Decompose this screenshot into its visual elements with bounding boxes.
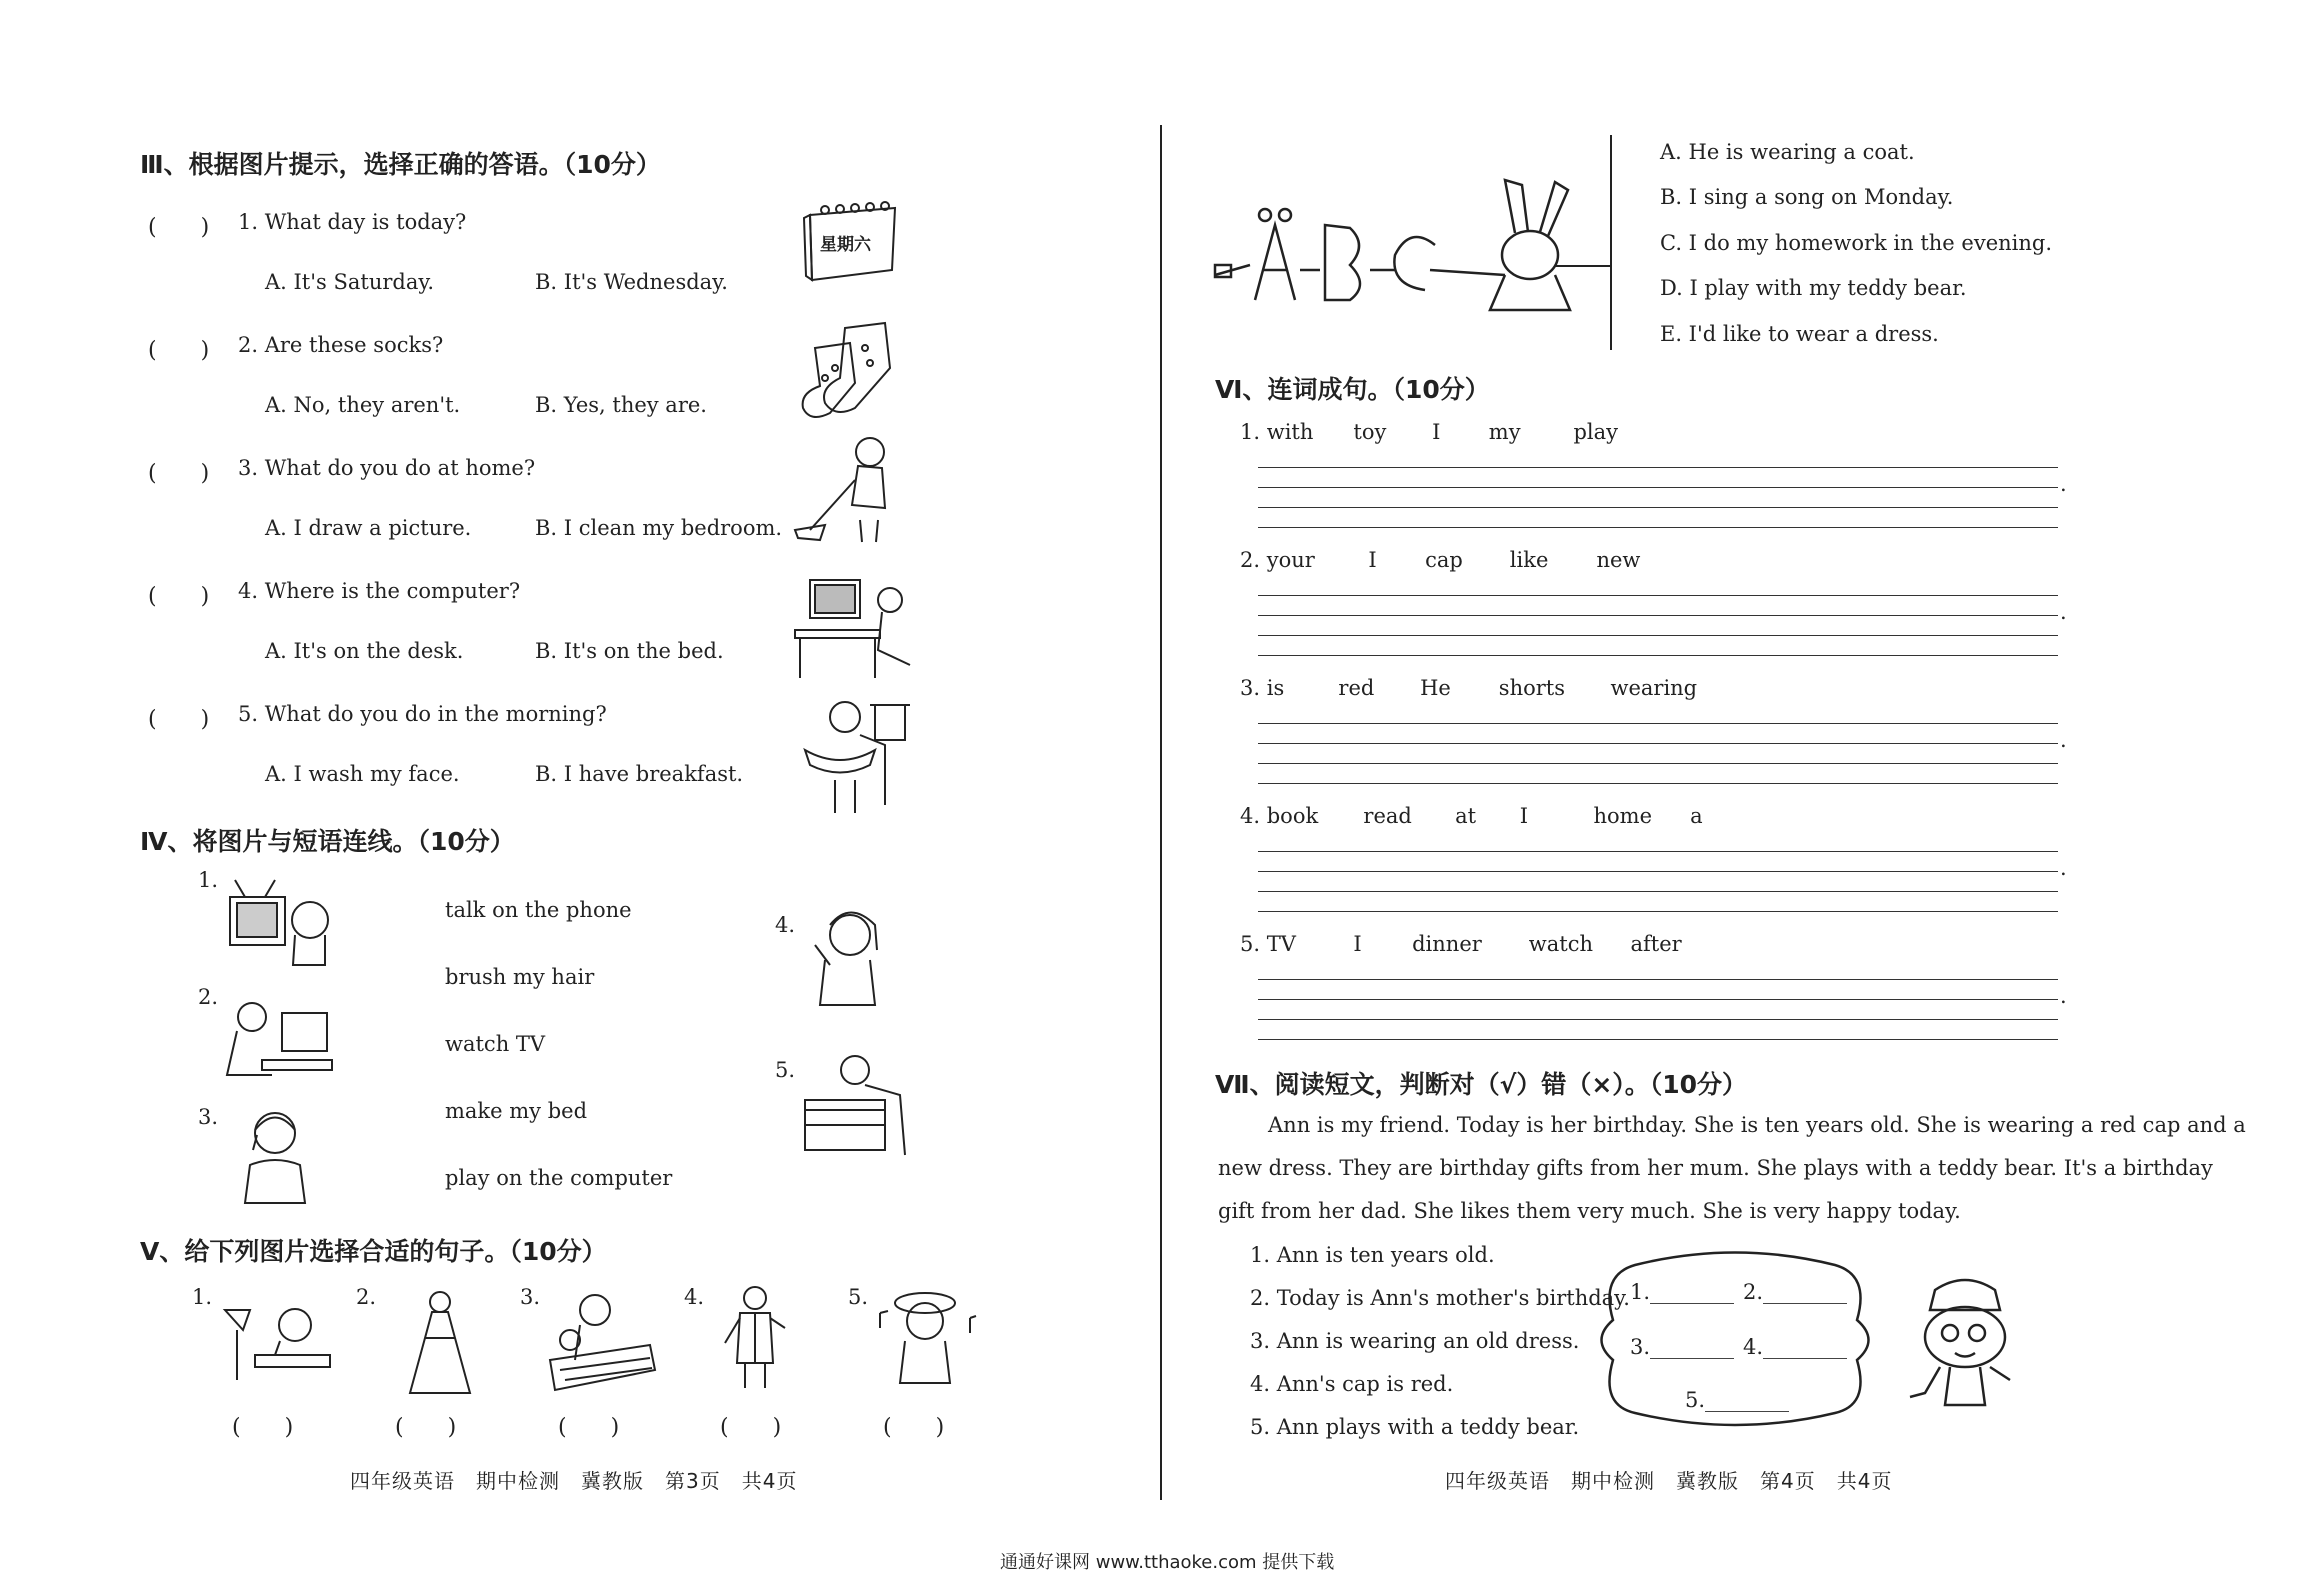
answer-paren[interactable]: ( ) [720, 1415, 782, 1440]
word: red [1338, 676, 1375, 700]
question-5: 5. What do you do in the morning? [238, 702, 607, 726]
word: book [1266, 804, 1319, 828]
passage-line: Ann is my friend. Today is her birthday. She is ten years old. She is wearing a red cap and a [1268, 1113, 2246, 1137]
option: E. I'd like to wear a dress. [1660, 322, 1939, 346]
item-number: 3. [198, 1105, 219, 1129]
statement: 2. Today is Ann's mother's birthday. [1250, 1286, 1630, 1310]
answer-lines[interactable] [1258, 448, 2058, 528]
item-number: 1. [192, 1285, 213, 1309]
item-number: 4. [1240, 804, 1261, 828]
answer-lines[interactable] [1258, 960, 2058, 1040]
option-b: B. I have breakfast. [535, 762, 744, 786]
talk-phone-icon [235, 1105, 315, 1205]
item-number: 5. [1240, 932, 1261, 956]
option: D. I play with my teddy bear. [1660, 276, 1967, 300]
phrase: watch TV [445, 1032, 546, 1056]
item-number: 3. [520, 1285, 541, 1309]
word: I [1519, 804, 1529, 828]
word-row-1 [1240, 420, 1618, 444]
calendar-text: 星期六 [820, 235, 871, 255]
answer-blank[interactable]: 4.________ [1743, 1335, 1848, 1359]
phrase: talk on the phone [445, 898, 632, 922]
answer-blank[interactable]: 5.________ [1685, 1388, 1790, 1412]
phrase: brush my hair [445, 965, 595, 989]
teddy-bear-icon [540, 1290, 660, 1395]
word-row-2 [1240, 548, 1640, 572]
passage-line: gift from her dad. She likes them very much. She is very happy today. [1218, 1199, 1961, 1223]
item-number: 5. [848, 1285, 869, 1309]
dress-icon [400, 1288, 480, 1398]
answer-paren[interactable]: ( ) [883, 1415, 945, 1440]
phrase: play on the computer [445, 1166, 673, 1190]
item-number: 2. [356, 1285, 377, 1309]
option: B. I sing a song on Monday. [1660, 185, 1954, 209]
period: . [2060, 472, 2067, 496]
section-7-title: Ⅶ、阅读短文，判断对（√）错（×）。（10分） [1215, 1070, 1748, 1099]
word: read [1363, 804, 1412, 828]
computer-on-desk-icon [790, 570, 920, 680]
item-number: 2. [1240, 548, 1261, 572]
item-number: 1. [198, 868, 219, 892]
option-a: A. It's on the desk. [265, 639, 464, 663]
word-row-4 [1240, 804, 1703, 828]
word: wearing [1610, 676, 1698, 700]
calendar-icon [800, 200, 900, 285]
girl-washing-face-icon [790, 695, 920, 815]
question-1: 1. What day is today? [238, 210, 467, 234]
phrase: make my bed [445, 1099, 588, 1123]
statement: 1. Ann is ten years old. [1250, 1243, 1495, 1267]
section-6-title: Ⅵ、连词成句。（10分） [1215, 375, 1490, 404]
statement: 4. Ann's cap is red. [1250, 1372, 1454, 1396]
option-b: B. It's on the bed. [535, 639, 724, 663]
option-a: A. I draw a picture. [265, 516, 472, 540]
option-b: B. Yes, they are. [535, 393, 707, 417]
brush-hair-icon [805, 905, 895, 1015]
word: He [1420, 676, 1451, 700]
answer-paren[interactable]: ( ) [148, 461, 210, 486]
answer-paren[interactable]: ( ) [148, 584, 210, 609]
answer-paren[interactable]: ( ) [395, 1415, 457, 1440]
section-5-title: Ⅴ、给下列图片选择合适的句子。（10分） [140, 1237, 607, 1266]
statement: 3. Ann is wearing an old dress. [1250, 1329, 1580, 1353]
answer-paren[interactable]: ( ) [148, 215, 210, 240]
word: home [1593, 804, 1652, 828]
answer-blank[interactable]: 3.________ [1630, 1335, 1735, 1359]
statement: 5. Ann plays with a teddy bear. [1250, 1415, 1580, 1439]
word: I [1368, 548, 1377, 572]
word: new [1596, 548, 1641, 572]
period: . [2060, 600, 2067, 624]
homework-icon [215, 1295, 335, 1390]
word: at [1455, 804, 1477, 828]
girl-mopping-icon [790, 430, 915, 545]
answer-paren[interactable]: ( ) [558, 1415, 620, 1440]
word: with [1266, 420, 1314, 444]
answer-blank[interactable]: 2.________ [1743, 1280, 1848, 1304]
answer-paren[interactable]: ( ) [232, 1415, 294, 1440]
item-number: 2. [198, 985, 219, 1009]
footer-left: 四年级英语 期中检测 冀教版 第3页 共4页 [350, 1469, 798, 1493]
word: play [1573, 420, 1619, 444]
word-row-3 [1240, 676, 1697, 700]
watch-tv-icon [225, 875, 340, 970]
section-3-title: Ⅲ、根据图片提示，选择正确的答语。（10分） [140, 150, 661, 179]
play-computer-icon [222, 995, 337, 1085]
divider-line [1610, 135, 1612, 350]
word: toy [1353, 420, 1387, 444]
option-b: B. It's Wednesday. [535, 270, 728, 294]
connector-line [1555, 265, 1611, 267]
option-a: A. It's Saturday. [265, 270, 435, 294]
question-2: 2. Are these socks? [238, 333, 444, 357]
word: your [1266, 548, 1315, 572]
period: . [2060, 984, 2067, 1008]
word: like [1509, 548, 1549, 572]
question-3: 3. What do you do at home? [238, 456, 536, 480]
bottom-note: 通通好课网 www.tthaoke.com 提供下载 [1000, 1552, 1335, 1573]
answer-blank[interactable]: 1.________ [1630, 1280, 1735, 1304]
word: my [1488, 420, 1521, 444]
sing-song-icon [870, 1283, 980, 1393]
option: C. I do my homework in the evening. [1660, 231, 2053, 255]
girl-with-cap-icon [1905, 1275, 2025, 1415]
make-bed-icon [800, 1050, 910, 1160]
item-number: 1. [1240, 420, 1261, 444]
option: A. He is wearing a coat. [1660, 140, 1915, 164]
abc-bunny-icon [1210, 170, 1610, 320]
period: . [2060, 728, 2067, 752]
word: I [1353, 932, 1362, 956]
word: TV [1266, 932, 1296, 956]
answer-lines[interactable] [1258, 704, 2058, 784]
option-a: A. No, they aren't. [265, 393, 461, 417]
question-4: 4. Where is the computer? [238, 579, 521, 603]
passage-line: new dress. They are birthday gifts from her mum. She plays with a teddy bear. It's a birthday [1218, 1156, 2213, 1180]
socks-icon [795, 318, 905, 428]
word: I [1432, 420, 1441, 444]
coat-man-icon [715, 1283, 795, 1393]
word: after [1630, 932, 1682, 956]
word: a [1690, 804, 1703, 828]
word: shorts [1498, 676, 1565, 700]
answer-lines[interactable] [1258, 576, 2058, 656]
item-number: 3. [1240, 676, 1261, 700]
item-number: 4. [775, 913, 796, 937]
footer-right: 四年级英语 期中检测 冀教版 第4页 共4页 [1445, 1469, 1893, 1493]
word: is [1266, 676, 1285, 700]
answer-lines[interactable] [1258, 832, 2058, 912]
answer-paren[interactable]: ( ) [148, 707, 210, 732]
item-number: 5. [775, 1058, 796, 1082]
item-number: 4. [684, 1285, 705, 1309]
word: watch [1528, 932, 1594, 956]
word-row-5 [1240, 932, 1682, 956]
page-divider [1160, 125, 1162, 1500]
word: cap [1425, 548, 1463, 572]
section-4-title: Ⅳ、将图片与短语连线。（10分） [140, 827, 515, 856]
period: . [2060, 856, 2067, 880]
option-a: A. I wash my face. [265, 762, 460, 786]
option-b: B. I clean my bedroom. [535, 516, 783, 540]
answer-paren[interactable]: ( ) [148, 338, 210, 363]
word: dinner [1412, 932, 1482, 956]
